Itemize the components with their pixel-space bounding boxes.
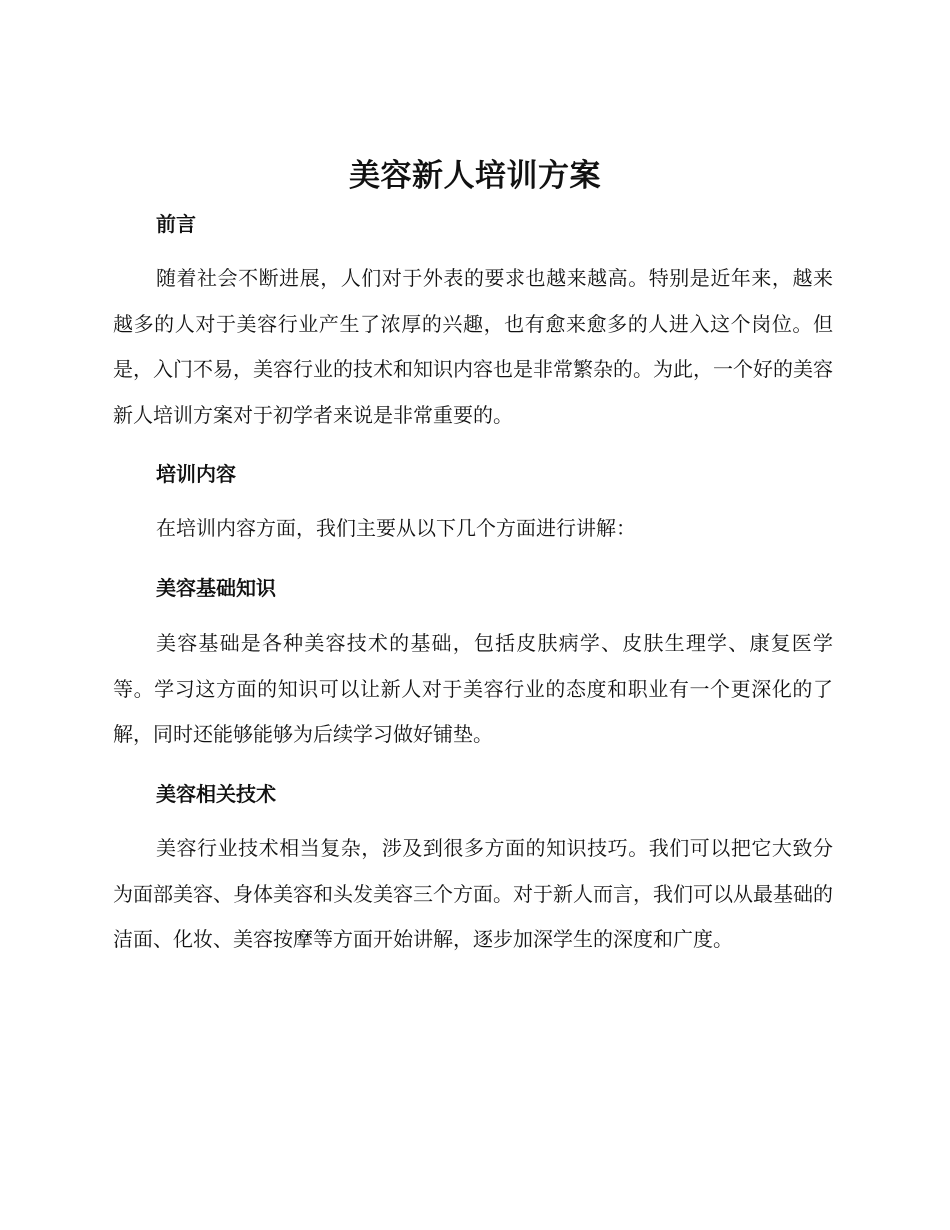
section-heading-beauty-techniques: 美容相关技术 [156, 782, 276, 806]
section-heading-beauty-basics: 美容基础知识 [156, 576, 276, 600]
section-heading-training-content: 培训内容 [156, 462, 236, 486]
section-paragraph-beauty-techniques: 美容行业技术相当复杂，涉及到很多方面的知识技巧。我们可以把它大致分为面部美容、身体美容和头发美容三个方面。对于新人而言，我们可以从最基础的洁面、化妆、美容按摩等方面开始讲解，逐步加深学生的深度和广度。 [113, 836, 833, 951]
section-paragraph-beauty-basics: 美容基础是各种美容技术的基础，包括皮肤病学、皮肤生理学、康复医学等。学习这方面的知识可以让新人对于美容行业的态度和职业有一个更深化的了解，同时还能够能够为后续学习做好铺垫。 [113, 631, 833, 746]
section-heading-preface: 前言 [156, 212, 196, 236]
section-paragraph-preface: 随着社会不断进展，人们对于外表的要求也越来越高。特别是近年来，越来越多的人对于美容行业产生了浓厚的兴趣，也有愈来愈多的人进入这个岗位。但是，入门不易，美容行业的技术和知识内容也是非常繁杂的。为此，一个好的美容新人培训方案对于初学者来说是非常重要的。 [113, 266, 833, 427]
document-title: 美容新人培训方案 [349, 158, 601, 194]
section-paragraph-training-content: 在培训内容方面，我们主要从以下几个方面进行讲解： [156, 516, 636, 540]
